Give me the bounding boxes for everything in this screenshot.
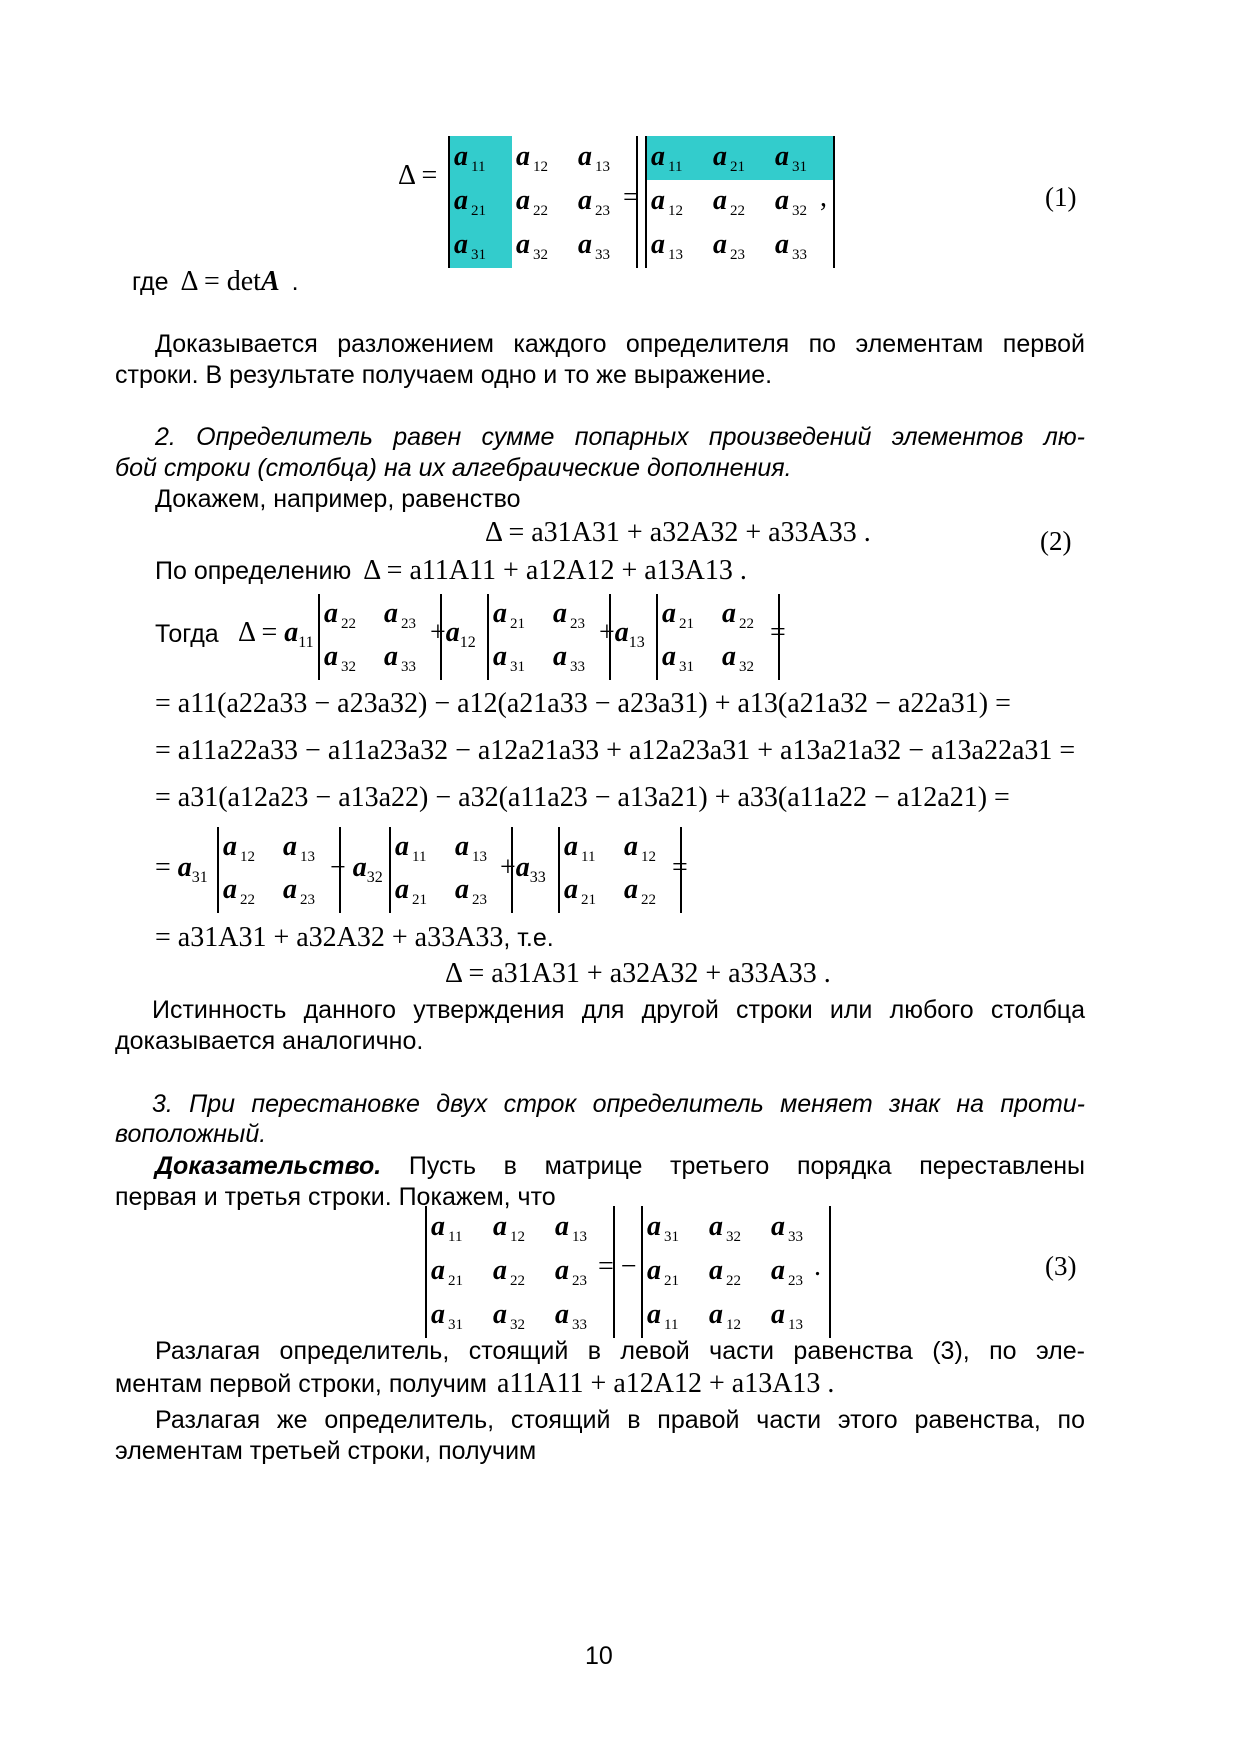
- matrix-cell: a $_{13}$: [455, 831, 487, 865]
- matrix-cell: a $_{21}$: [564, 874, 596, 908]
- matrix-cell: a $_{21}$: [431, 1254, 463, 1289]
- property-3-line: воположный.: [115, 1120, 267, 1148]
- matrix-cell: a $_{11}$: [431, 1210, 463, 1245]
- matrix-cell: a $_{31}$: [662, 641, 694, 675]
- matrix-cell: a $_{33}$: [775, 228, 807, 263]
- matrix-cell: a $_{13}$: [283, 831, 315, 865]
- minor-determinant: [318, 594, 442, 680]
- matrix-cell: a $_{32}$: [324, 641, 356, 675]
- matrix-cell: a $_{11}$: [646, 136, 709, 180]
- paragraph-line: ментам первой строки, получим a11A11 + a12A12 + a13A13 .: [115, 1368, 835, 1399]
- matrix-cell: a $_{23}$: [455, 874, 487, 908]
- eq3-right-determinant: [641, 1206, 831, 1338]
- matrix-cell: a $_{22}$: [324, 598, 356, 632]
- expansion-line: = a11a22a33 − a11a23a32 − a12a21a33 + a12a23a31 + a13a21a32 − a13a22a31 =: [155, 735, 1076, 766]
- prove-text: Докажем, например, равенство: [155, 485, 521, 513]
- matrix-cell: a $_{23}$: [553, 598, 585, 632]
- matrix-cell: a $_{23}$: [578, 184, 610, 219]
- eq1-number: (1): [1045, 182, 1077, 212]
- matrix-cell: a $_{23}$: [555, 1254, 587, 1289]
- eq3-equals-minus: = −: [598, 1251, 637, 1282]
- minor-coefficient: $+a_{13}$: [599, 617, 645, 651]
- matrix-cell: a $_{11}$: [395, 831, 427, 865]
- minor-determinant: [389, 827, 513, 913]
- expansion-line: = a31(a12a23 − a13a22) − a32(a11a23 − a13a21) + a33(a11a22 − a12a21) =: [155, 782, 1010, 813]
- minor-determinant: [217, 827, 341, 913]
- matrix-cell: a $_{13}$: [578, 140, 610, 175]
- matrix-cell: a $_{31}$: [647, 1210, 679, 1245]
- matrix-cell: a $_{31}$: [431, 1298, 463, 1333]
- matrix-cell: a $_{21}$: [709, 136, 771, 180]
- paragraph-line: доказывается аналогично.: [115, 1027, 424, 1055]
- matrix-cell: a $_{31}$: [771, 136, 834, 180]
- equals-sign: =: [672, 852, 688, 883]
- matrix-cell: a $_{22}$: [713, 184, 745, 219]
- property-2-line: бой строки (столбца) на их алгебраические дополнения.: [115, 454, 792, 482]
- property-3-line: 3. При перестановке двух строк определитель меняет знак на проти-: [152, 1090, 1085, 1118]
- matrix-cell: a $_{12}$: [709, 1298, 741, 1333]
- eq3-left-matrix: [425, 1206, 615, 1338]
- matrix-cell: a $_{33}$: [384, 641, 416, 675]
- where-line: где Δ = detA .: [132, 266, 299, 297]
- matrix-cell: a $_{21}$: [647, 1254, 679, 1289]
- eq1-left-matrix: [448, 136, 638, 268]
- minor-determinant: [558, 827, 682, 913]
- matrix-cell: a $_{13}$: [651, 228, 683, 263]
- then-text: Тогда: [155, 620, 219, 648]
- equals-sign: =: [770, 617, 786, 648]
- eq1-left-determinant: [448, 136, 638, 268]
- matrix-cell: a $_{12}$: [223, 831, 255, 865]
- paragraph-line: Доказывается разложением каждого определителя по элементам первой: [155, 330, 1085, 358]
- matrix-cell: a $_{21}$: [449, 180, 512, 224]
- matrix-cell: a $_{12}$: [516, 140, 548, 175]
- matrix-cell: a $_{23}$: [384, 598, 416, 632]
- eq1-delta: Δ =: [398, 160, 438, 191]
- expansion-line: = a11(a22a33 − a23a32) − a12(a21a33 − a23a31) + a13(a21a32 − a22a31) =: [155, 688, 1011, 719]
- paragraph-line: элементам третьей строки, получим: [115, 1437, 537, 1465]
- matrix-cell: a $_{11}$: [564, 831, 596, 865]
- minor-coefficient: $+a_{33}$: [500, 852, 546, 886]
- eq1-right-matrix: [645, 136, 835, 268]
- matrix-cell: a $_{11}$: [647, 1298, 679, 1333]
- matrix-cell: a $_{33}$: [555, 1298, 587, 1333]
- eq1-right-determinant: [645, 136, 835, 268]
- matrix-cell: a $_{21}$: [493, 598, 525, 632]
- matrix-cell: a $_{33}$: [771, 1210, 803, 1245]
- matrix-cell: a $_{22}$: [709, 1254, 741, 1289]
- matrix-cell: a $_{21}$: [395, 874, 427, 908]
- eq3-left-determinant: [425, 1206, 615, 1338]
- matrix-cell: a $_{32}$: [493, 1298, 525, 1333]
- matrix-cell: a $_{12}$: [651, 184, 683, 219]
- then-formula: $\Delta = a_{11}$: [238, 617, 314, 651]
- matrix-cell: a $_{22}$: [516, 184, 548, 219]
- matrix-cell: a $_{12}$: [493, 1210, 525, 1245]
- matrix-cell: a $_{23}$: [771, 1254, 803, 1289]
- matrix-cell: a $_{22}$: [624, 874, 656, 908]
- eq3-right-matrix: [641, 1206, 831, 1338]
- eq1-equals: =: [623, 182, 639, 213]
- matrix-cell: a $_{11}$: [449, 136, 512, 180]
- minor-determinant: [656, 594, 780, 680]
- paragraph-line: Истинность данного утверждения для другой строки или любого столбца: [152, 996, 1085, 1024]
- property-2-line: 2. Определитель равен сумме попарных произведений элементов лю-: [155, 423, 1085, 451]
- matrix-cell: a $_{31}$: [493, 641, 525, 675]
- matrix-cell: a $_{12}$: [624, 831, 656, 865]
- matrix-cell: a $_{33}$: [553, 641, 585, 675]
- matrix-cell: a $_{22}$: [223, 874, 255, 908]
- paragraph-line: Разлагая определитель, стоящий в левой части равенства (3), по эле-: [155, 1337, 1085, 1365]
- minor-coefficient: − $a_{32}$: [330, 852, 383, 886]
- minor-coefficient: $+a_{12}$: [430, 617, 476, 651]
- minor-coefficient: = $a_{31}$: [155, 852, 208, 886]
- matrix-cell: a $_{32}$: [722, 641, 754, 675]
- eq2-number: (2): [1040, 526, 1072, 556]
- matrix-cell: a $_{32}$: [516, 228, 548, 263]
- matrix-cell: a $_{23}$: [283, 874, 315, 908]
- matrix-cell: a $_{31}$: [449, 224, 512, 268]
- by-definition-line: По определению Δ = a11A11 + a12A12 + a13A13 .: [155, 555, 747, 586]
- page-number: 10: [585, 1642, 613, 1670]
- matrix-cell: a $_{13}$: [555, 1210, 587, 1245]
- matrix-cell: a $_{13}$: [771, 1298, 803, 1333]
- matrix-cell: a $_{32}$: [709, 1210, 741, 1245]
- matrix-cell: a $_{32}$: [775, 184, 807, 219]
- minor-determinant: [487, 594, 611, 680]
- matrix-cell: a $_{22}$: [722, 598, 754, 632]
- eq1-comma: ,: [820, 182, 827, 213]
- paragraph-line: Разлагая же определитель, стоящий в правой части этого равенства, по: [155, 1406, 1085, 1434]
- eq3-dot: .: [814, 1251, 821, 1282]
- matrix-cell: a $_{22}$: [493, 1254, 525, 1289]
- proof-line: первая и третья строки. Покажем, что: [115, 1183, 556, 1211]
- matrix-cell: a $_{23}$: [713, 228, 745, 263]
- eq2-formula: Δ = a31A31 + a32A32 + a33A33 .: [485, 517, 871, 548]
- result-formula: Δ = a31A31 + a32A32 + a33A33 .: [445, 958, 831, 989]
- matrix-cell: a $_{33}$: [578, 228, 610, 263]
- paragraph-line: строки. В результате получаем одно и то же выражение.: [115, 361, 773, 389]
- expansion-line: = a31A31 + a32A32 + a33A33, т.е.: [155, 922, 554, 953]
- matrix-cell: a $_{21}$: [662, 598, 694, 632]
- eq3-number: (3): [1045, 1251, 1077, 1281]
- proof-line: Доказательство. Пусть в матрице третьего порядка переставлены: [155, 1152, 1085, 1180]
